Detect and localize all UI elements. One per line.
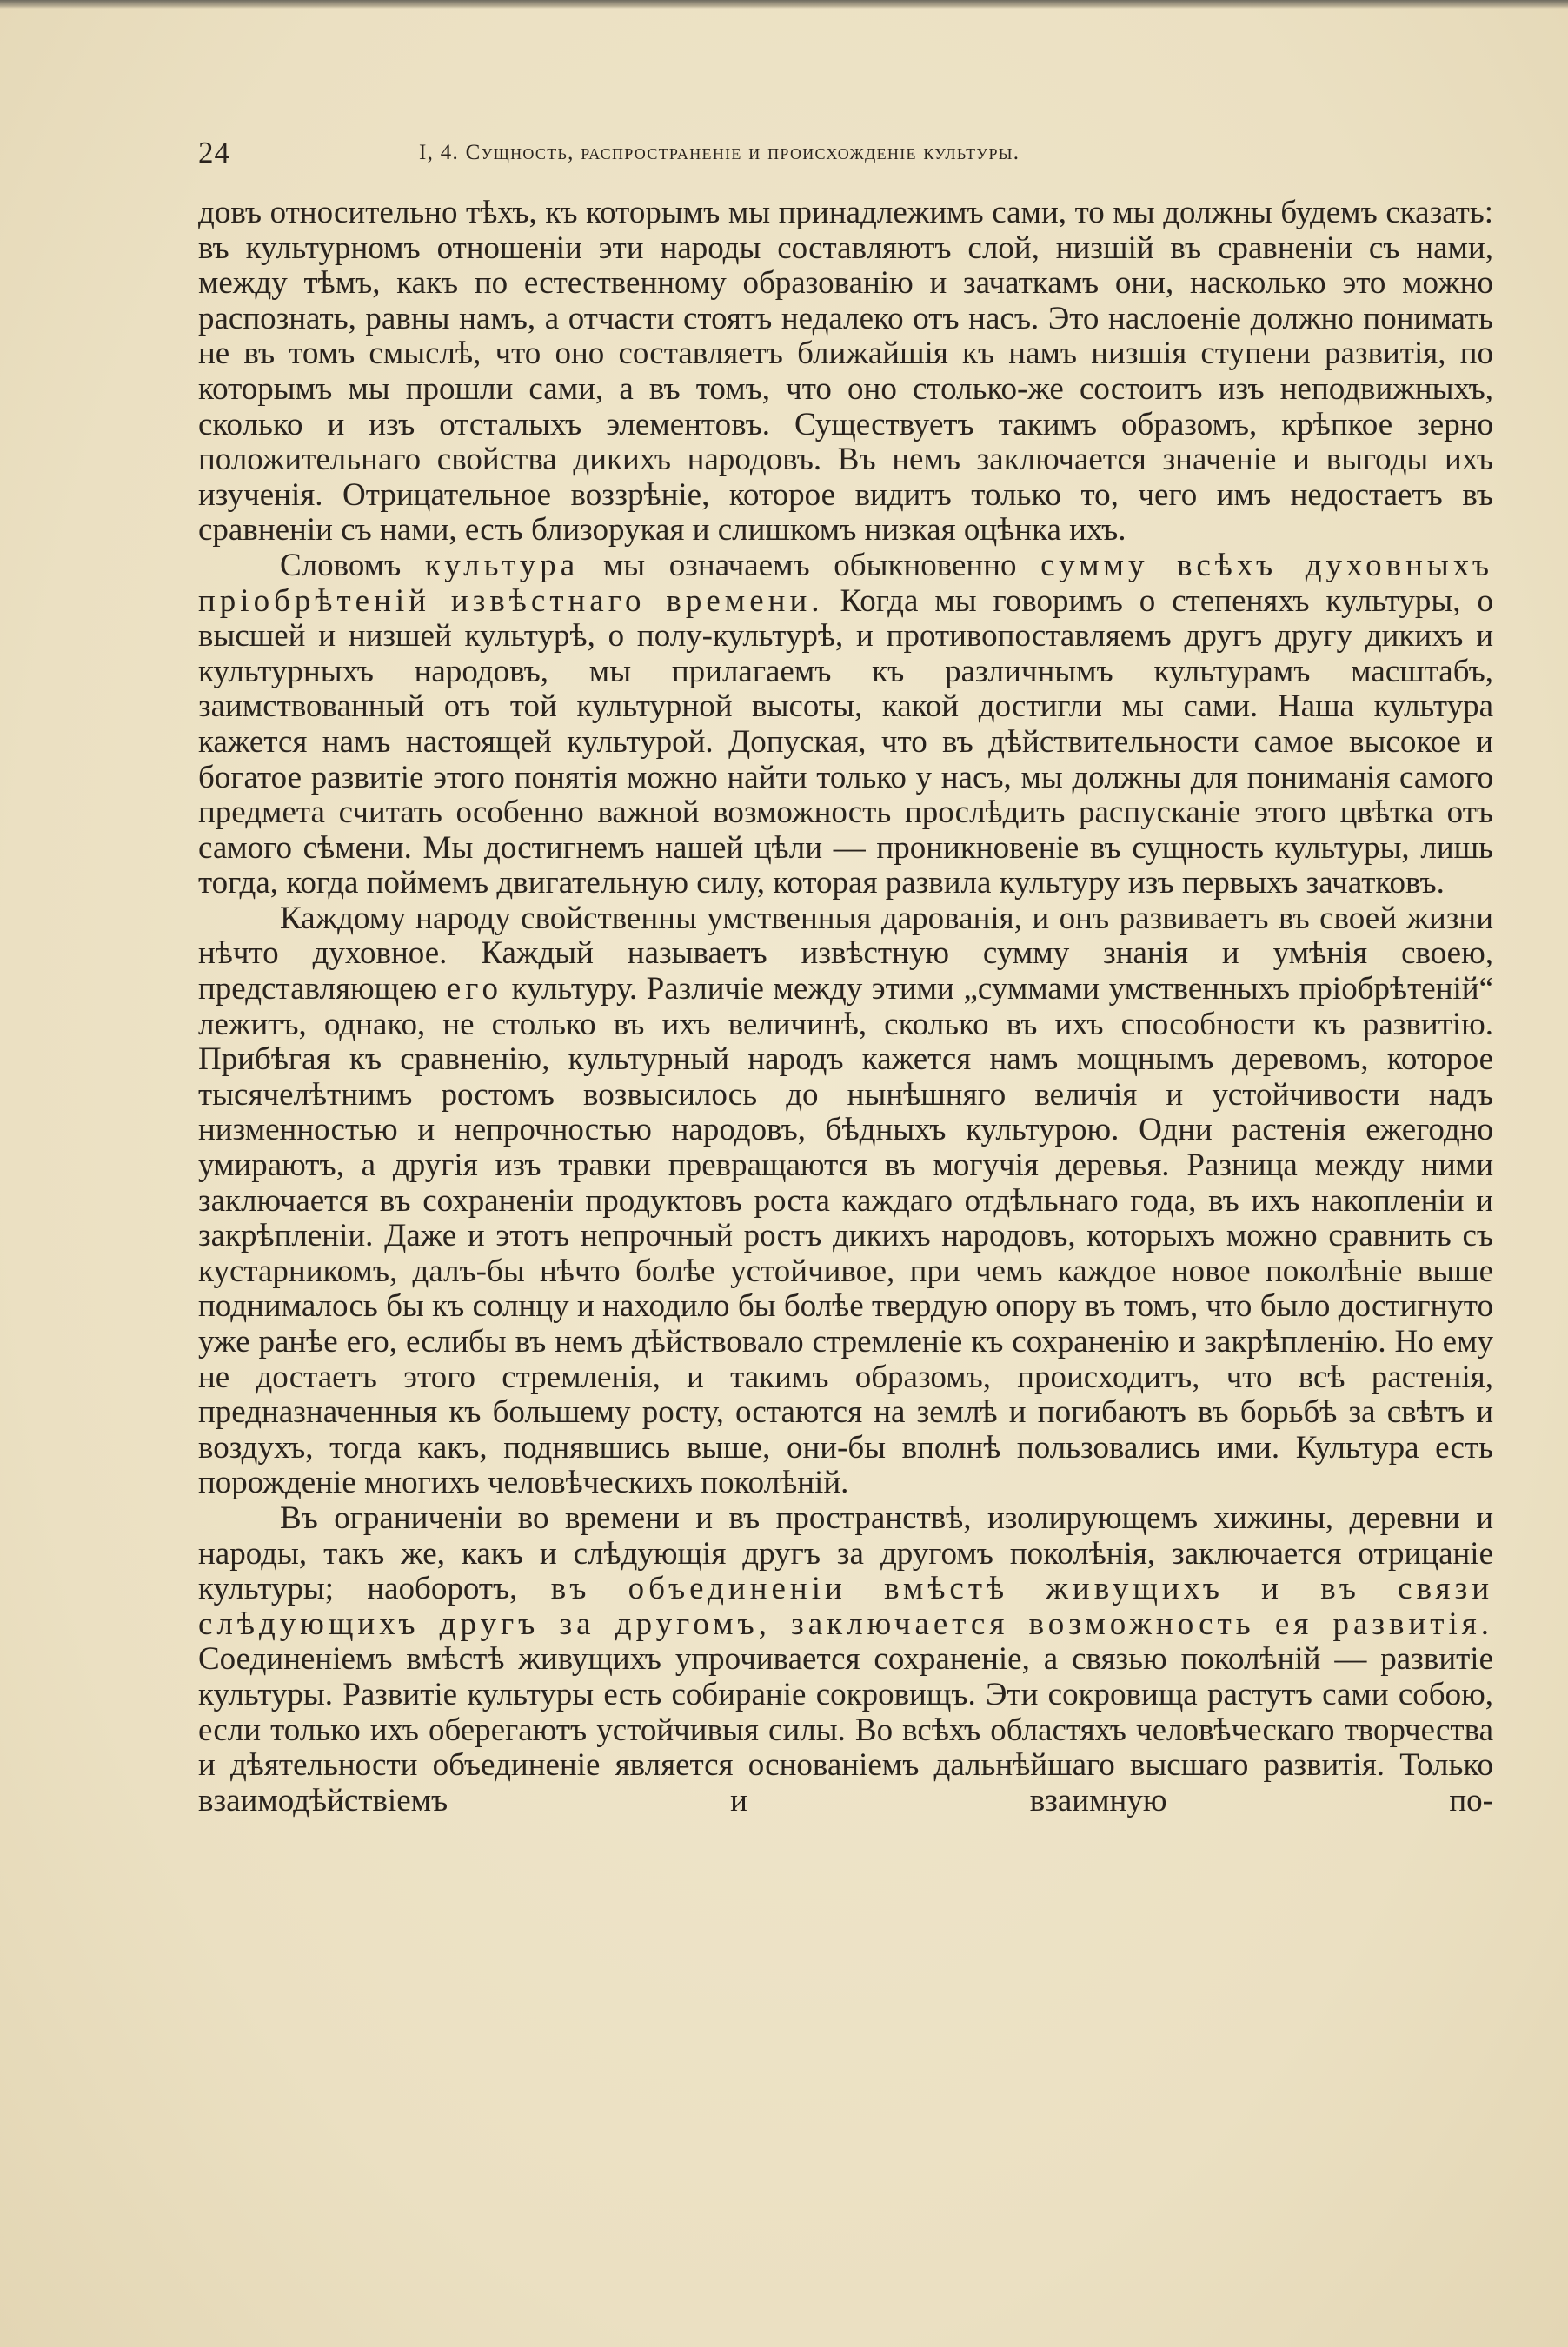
text-segment: Въ ограниченіи во времени и въ пространствѣ, изолирующемъ хижины, деревни и народы, такъ же, какъ и слѣдующія другъ за другомъ поколѣнія, заключается отрицаніе культуры; наоборотъ, bbox=[198, 1499, 1493, 1607]
page-header bbox=[198, 136, 1502, 179]
text-segment: довъ относительно тѣхъ, къ которымъ мы принадлежимъ сами, то мы должны будемъ сказать: въ культурномъ отношеніи эти народы составляютъ слой, низшій въ сравненіи съ нами, между тѣмъ, какъ по естественному образованію и зачаткамъ они, насколько это можно распознать, равны намъ, а отчасти стоятъ недалеко отъ насъ. Это наслоеніе должно понимать не въ томъ смыслѣ, что оно составляетъ ближайшія къ намъ низшія ступени развитія, по которымъ мы прошли сами, а въ томъ, что оно столько-же состоитъ изъ неподвижныхъ, сколько и изъ отсталыхъ элементовъ. Существуетъ такимъ образомъ, крѣпкое зерно положительнаго свойства дикихъ народовъ. Въ немъ заключается значеніе и выгоды ихъ изученія. Отрицательное воззрѣніе, которое видитъ только то, чего имъ недостаетъ въ сравненіи съ нами, есть близорукая и слишкомъ низкая оцѣнка ихъ. bbox=[198, 195, 1493, 549]
emphasized-text: въ объединеніи вмѣстѣ живущихъ и въ связи слѣдующихъ другъ за другомъ, заключается возможность ея развитія. bbox=[198, 1571, 1493, 1642]
paragraph bbox=[198, 549, 1493, 901]
paragraph bbox=[198, 1501, 1493, 1818]
running-title: I, 4. Сущность, распространеніе и происхожденіе культуры. bbox=[419, 141, 1020, 164]
body-text bbox=[198, 196, 1493, 1818]
page-top-edge bbox=[0, 0, 1568, 9]
text-segment: Соединеніемъ вмѣстѣ живущихъ упрочивается сохраненіе, а связью поколѣній — развитіе культуры. Развитіе культуры есть собираніе сокровищъ. Эти сокровища растутъ сами собою, если только ихъ оберегаютъ устойчивыя силы. Во всѣхъ областяхъ человѣческаго творчества и дѣятельности объединеніе является основаніемъ дальнѣйшаго высшаго развитія. Только взаимодѣйствіемъ и взаимную по- bbox=[198, 1641, 1493, 1818]
emphasized-text: сумму всѣхъ духовныхъ пріобрѣтеній извѣстнаго времени. bbox=[198, 547, 1493, 619]
emphasized-text: его bbox=[446, 971, 502, 1007]
text-segment: Когда мы говоримъ о степеняхъ культуры, о высшей и низшей культурѣ, о полу-культурѣ, и противопоставляемъ другъ другу дикихъ и культурныхъ народовъ, мы прилагаемъ къ различнымъ культурамъ масштабъ, заимствованный отъ той культурной высоты, какой достигли мы сами. Наша культура кажется намъ настоящей культурой. Допуская, что въ дѣйствительности самое высокое и богатое развитіе этого понятія можно найти только у насъ, мы должны для пониманія самого предмета считать особенно важной возможность прослѣдить распусканіе этого цвѣтка отъ самого сѣмени. Мы достигнемъ нашей цѣли — проникновеніе въ сущность культуры, лишь тогда, когда поймемъ двигательную силу, которая развила культуру изъ первыхъ зачатковъ. bbox=[198, 582, 1493, 901]
paragraph bbox=[198, 901, 1493, 1501]
text-segment: мы означаемъ обыкновенно bbox=[579, 547, 1041, 583]
emphasized-text: культура bbox=[424, 547, 580, 583]
paragraph bbox=[198, 196, 1493, 549]
text-segment: культуру. Различіе между этими „суммами умственныхъ пріобрѣтеній“ лежитъ, однако, не столько въ ихъ величинѣ, сколько въ ихъ способности къ развитію. Прибѣгая къ сравненію, культурный народъ кажется намъ мощнымъ деревомъ, которое тысячелѣтнимъ ростомъ возвысилось до нынѣшняго величія и устойчивости надъ низменностью и непрочностью народовъ, бѣдныхъ культурою. Одни растенія ежегодно умираютъ, а другія изъ травки превращаются въ могучія деревья. Разница между ними заключается въ сохраненіи продуктовъ роста каждаго отдѣльнаго года, въ ихъ накопленіи и закрѣпленіи. Даже и этотъ непрочный ростъ дикихъ народовъ, которыхъ можно сравнить съ кустарникомъ, далъ-бы нѣчто болѣе устойчивое, при чемъ каждое новое поколѣніе выше поднималось бы къ солнцу и находило бы болѣе твердую опору въ томъ, что было достигнуто уже ранѣе его, еслибы въ немъ дѣйствовало стремленіе къ сохраненію и закрѣпленію. Но ему не достаетъ этого стремленія, и такимъ образомъ, происходитъ, что всѣ растенія, предназначенныя къ большему росту, остаются на землѣ и погибаютъ въ борьбѣ за свѣтъ и воздухъ, тогда какъ, поднявшись выше, они-бы вполнѣ пользовались ими. Культура есть порожденіе многихъ человѣческихъ поколѣній. bbox=[198, 971, 1494, 1501]
text-segment: Словомъ bbox=[280, 547, 425, 583]
text-segment: Каждому народу свойственны умственныя дарованія, и онъ развиваетъ въ своей жизни нѣчто духовное. Каждый называетъ извѣстную сумму знанія и умѣнія своею, представляющею bbox=[198, 900, 1493, 1007]
page-number: 24 bbox=[198, 136, 230, 170]
